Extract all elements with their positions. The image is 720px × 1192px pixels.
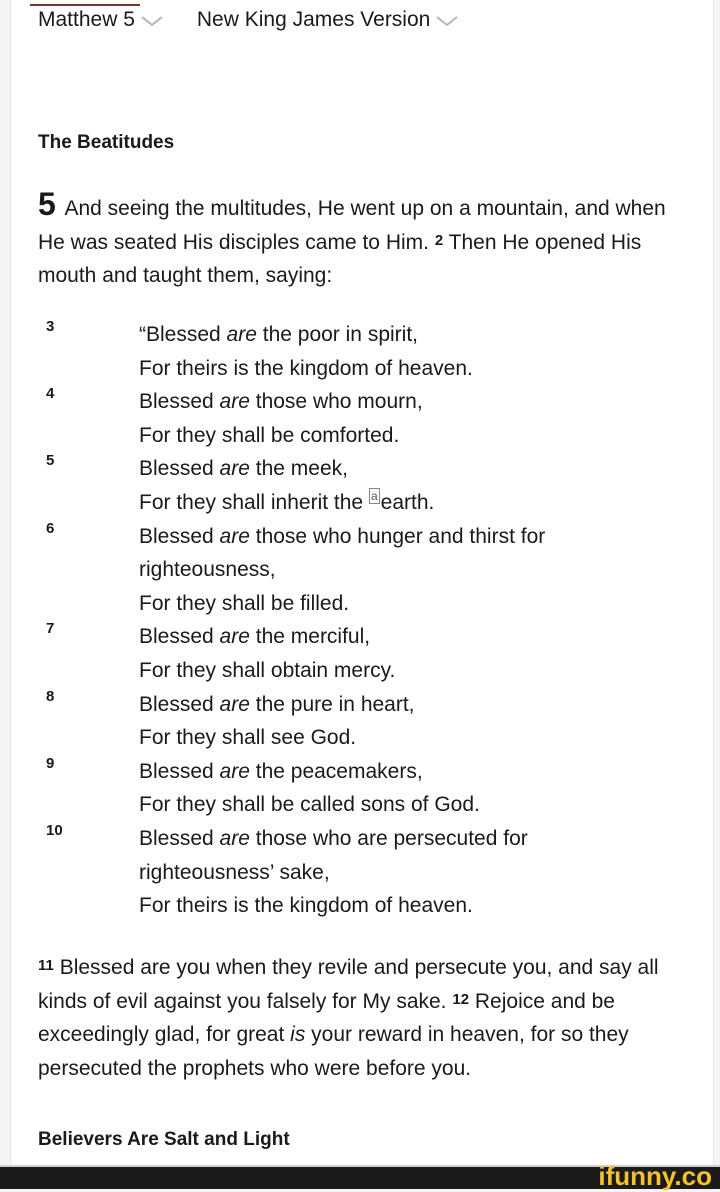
line-text: righteousness’ sake, bbox=[139, 860, 330, 884]
italic-word: are bbox=[219, 759, 250, 783]
italic-word: are bbox=[219, 524, 250, 548]
poem-line bbox=[38, 755, 698, 789]
verse-number: 11 bbox=[38, 957, 54, 974]
line-text: earth. bbox=[380, 490, 435, 514]
chevron-down-icon bbox=[436, 15, 458, 27]
italic-word: are bbox=[226, 323, 257, 346]
verse-number: 3 bbox=[46, 318, 55, 335]
beatitudes-poem bbox=[38, 318, 698, 923]
line-text: Blessed bbox=[139, 692, 220, 716]
book-chapter-label: Matthew 5 bbox=[38, 8, 135, 31]
verse-number: 9 bbox=[46, 754, 55, 772]
book-chapter-dropdown[interactable] bbox=[38, 8, 163, 32]
chevron-down-icon bbox=[141, 15, 163, 27]
italic-word: are bbox=[219, 457, 250, 481]
poem-line bbox=[38, 352, 698, 386]
line-text: Blessed bbox=[139, 625, 220, 649]
verse-number: 6 bbox=[46, 519, 55, 537]
verse-text: And seeing the multitudes, He went up on a mountain, and when He was seated His disciples came to Him. bbox=[38, 197, 666, 254]
poem-line bbox=[38, 520, 698, 554]
poem-line bbox=[38, 822, 698, 856]
italic-word: are bbox=[219, 625, 250, 649]
poem-line bbox=[38, 553, 698, 587]
reader-header bbox=[38, 8, 492, 32]
line-text: the peacemakers, bbox=[249, 759, 423, 783]
footnote-link[interactable]: a bbox=[370, 488, 378, 503]
poem-line bbox=[38, 486, 698, 520]
verse-text: Rejoice and be exceedingly glad, for great bbox=[38, 989, 615, 1046]
poem-line bbox=[38, 688, 698, 722]
verse-number: 4 bbox=[46, 385, 55, 403]
poem-line bbox=[38, 721, 698, 755]
line-text: “Blessed bbox=[139, 323, 227, 346]
line-text: Blessed bbox=[139, 759, 220, 783]
line-text: For they shall inherit the bbox=[139, 490, 369, 514]
poem-line bbox=[38, 788, 698, 822]
verse-number: 2 bbox=[434, 231, 444, 249]
poem-line bbox=[38, 452, 698, 486]
verse-number: 5 bbox=[46, 452, 55, 470]
line-text: For theirs is the kingdom of heaven. bbox=[139, 894, 473, 918]
poem-line bbox=[38, 889, 698, 923]
version-label: New King James Version bbox=[196, 8, 431, 31]
verse-number: 7 bbox=[46, 620, 55, 638]
ifunny-logo: ifunny.co bbox=[598, 1161, 712, 1191]
verse-text: your reward in heaven, for so they persecuted the prophets who were before you. bbox=[38, 1023, 629, 1080]
italic-word: are bbox=[219, 826, 250, 850]
version-dropdown[interactable] bbox=[197, 8, 458, 32]
active-tab-indicator bbox=[30, 4, 140, 6]
poem-line bbox=[38, 654, 698, 688]
verse-paragraph-1-2 bbox=[38, 188, 698, 293]
verse-number: 8 bbox=[46, 687, 55, 705]
line-text: Blessed bbox=[139, 524, 220, 548]
verse-text: Then He opened His mouth and taught them, saying: bbox=[38, 230, 642, 287]
verse-paragraph-11-12 bbox=[38, 951, 698, 1085]
verse-text: Blessed are you when they revile and persecute you, and say all kinds of evil against you falsely for My sake. bbox=[38, 956, 659, 1013]
poem-line bbox=[38, 587, 698, 621]
line-text: Blessed bbox=[139, 390, 220, 414]
line-text: For they shall see God. bbox=[139, 726, 357, 750]
line-text: those who hunger and thirst for bbox=[249, 524, 546, 548]
italic-word: are bbox=[219, 390, 250, 414]
section-heading: The Beatitudes bbox=[38, 132, 175, 153]
line-text: For they shall be comforted. bbox=[139, 423, 400, 447]
line-text: the meek, bbox=[249, 457, 348, 481]
line-text: For theirs is the kingdom of heaven. bbox=[139, 356, 473, 380]
poem-line bbox=[38, 620, 698, 654]
line-text: those who are persecuted for bbox=[249, 826, 528, 850]
verse-number: 10 bbox=[46, 821, 63, 839]
line-text: For they shall be filled. bbox=[139, 591, 350, 615]
verse-number: 12 bbox=[452, 990, 470, 1008]
line-text: the merciful, bbox=[249, 625, 371, 649]
line-text: For they shall obtain mercy. bbox=[139, 658, 396, 682]
poem-line bbox=[38, 856, 698, 890]
poem-line bbox=[38, 318, 698, 352]
line-text: those who mourn, bbox=[249, 390, 423, 414]
line-text: For they shall be called sons of God. bbox=[139, 793, 480, 817]
section-heading: Believers Are Salt and Light bbox=[38, 1129, 290, 1150]
poem-line bbox=[38, 419, 698, 453]
line-text: righteousness, bbox=[139, 558, 276, 582]
poem-line bbox=[38, 385, 698, 419]
watermark-bar bbox=[0, 1161, 720, 1191]
line-text: Blessed bbox=[139, 457, 220, 481]
italic-word: are bbox=[219, 692, 250, 716]
chapter-number: 5 bbox=[38, 186, 56, 222]
line-text: Blessed bbox=[139, 826, 220, 850]
italic-word: is bbox=[290, 1023, 306, 1046]
line-text: the poor in spirit, bbox=[256, 323, 418, 346]
line-text: the pure in heart, bbox=[249, 692, 415, 716]
